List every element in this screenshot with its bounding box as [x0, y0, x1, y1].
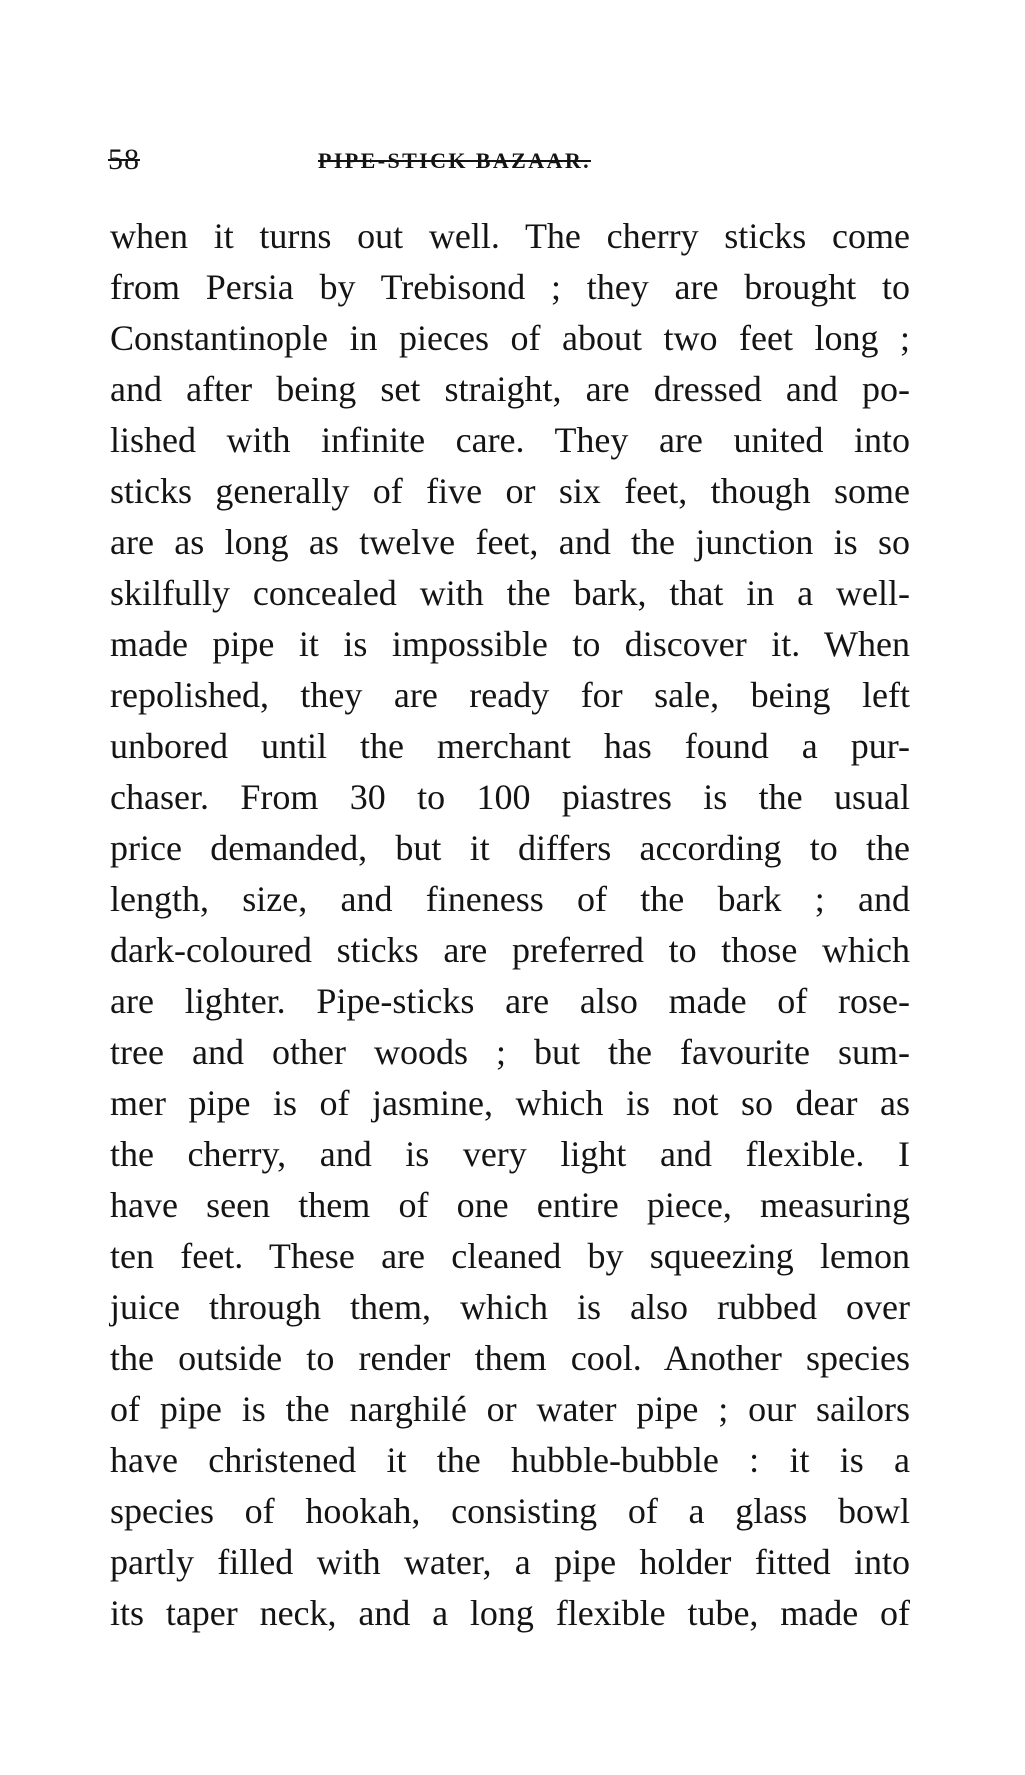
running-header: [108, 143, 908, 177]
text-line: are as long as twelve feet, and the junction is so: [110, 522, 910, 562]
page-number: 58: [108, 143, 140, 176]
text-line: juice through them, which is also rubbed over: [110, 1287, 910, 1327]
text-line: tree and other woods ; but the favourite sum-: [110, 1032, 910, 1072]
text-line: mer pipe is of jasmine, which is not so dear as: [110, 1083, 910, 1123]
text-line: partly filled with water, a pipe holder fitted into: [110, 1542, 910, 1582]
running-title: PIPE-STICK BAZAAR.: [318, 148, 592, 173]
text-line: of pipe is the narghilé or water pipe ; our sailors: [110, 1389, 910, 1429]
text-line: species of hookah, consisting of a glass bowl: [110, 1491, 910, 1531]
text-line: when it turns out well. The cherry sticks come: [110, 216, 910, 256]
text-line: its taper neck, and a long flexible tube, made of: [110, 1593, 910, 1633]
text-line: repolished, they are ready for sale, being left: [110, 675, 910, 715]
text-line: made pipe it is impossible to discover it. When: [110, 624, 910, 664]
body-text: [110, 211, 910, 1639]
text-line: skilfully concealed with the bark, that in a well-: [110, 573, 910, 613]
text-line: have christened it the hubble-bubble : it is a: [110, 1440, 910, 1480]
text-line: ten feet. These are cleaned by squeezing lemon: [110, 1236, 910, 1276]
text-line: are lighter. Pipe-sticks are also made of rose-: [110, 981, 910, 1021]
text-line: from Persia by Trebisond ; they are brought to: [110, 267, 910, 307]
text-line: the outside to render them cool. Another species: [110, 1338, 910, 1378]
text-line: dark-coloured sticks are preferred to those which: [110, 930, 910, 970]
text-line: the cherry, and is very light and flexible. I: [110, 1134, 910, 1174]
text-line: price demanded, but it differs according to the: [110, 828, 910, 868]
text-line: and after being set straight, are dressed and po-: [110, 369, 910, 409]
text-line: unbored until the merchant has found a pur-: [110, 726, 910, 766]
text-line: chaser. From 30 to 100 piastres is the usual: [110, 777, 910, 817]
text-line: lished with infinite care. They are united into: [110, 420, 910, 460]
text-line: have seen them of one entire piece, measuring: [110, 1185, 910, 1225]
text-line: sticks generally of five or six feet, though some: [110, 471, 910, 511]
text-line: length, size, and fineness of the bark ; and: [110, 879, 910, 919]
text-line: Constantinople in pieces of about two feet long ;: [110, 318, 910, 358]
